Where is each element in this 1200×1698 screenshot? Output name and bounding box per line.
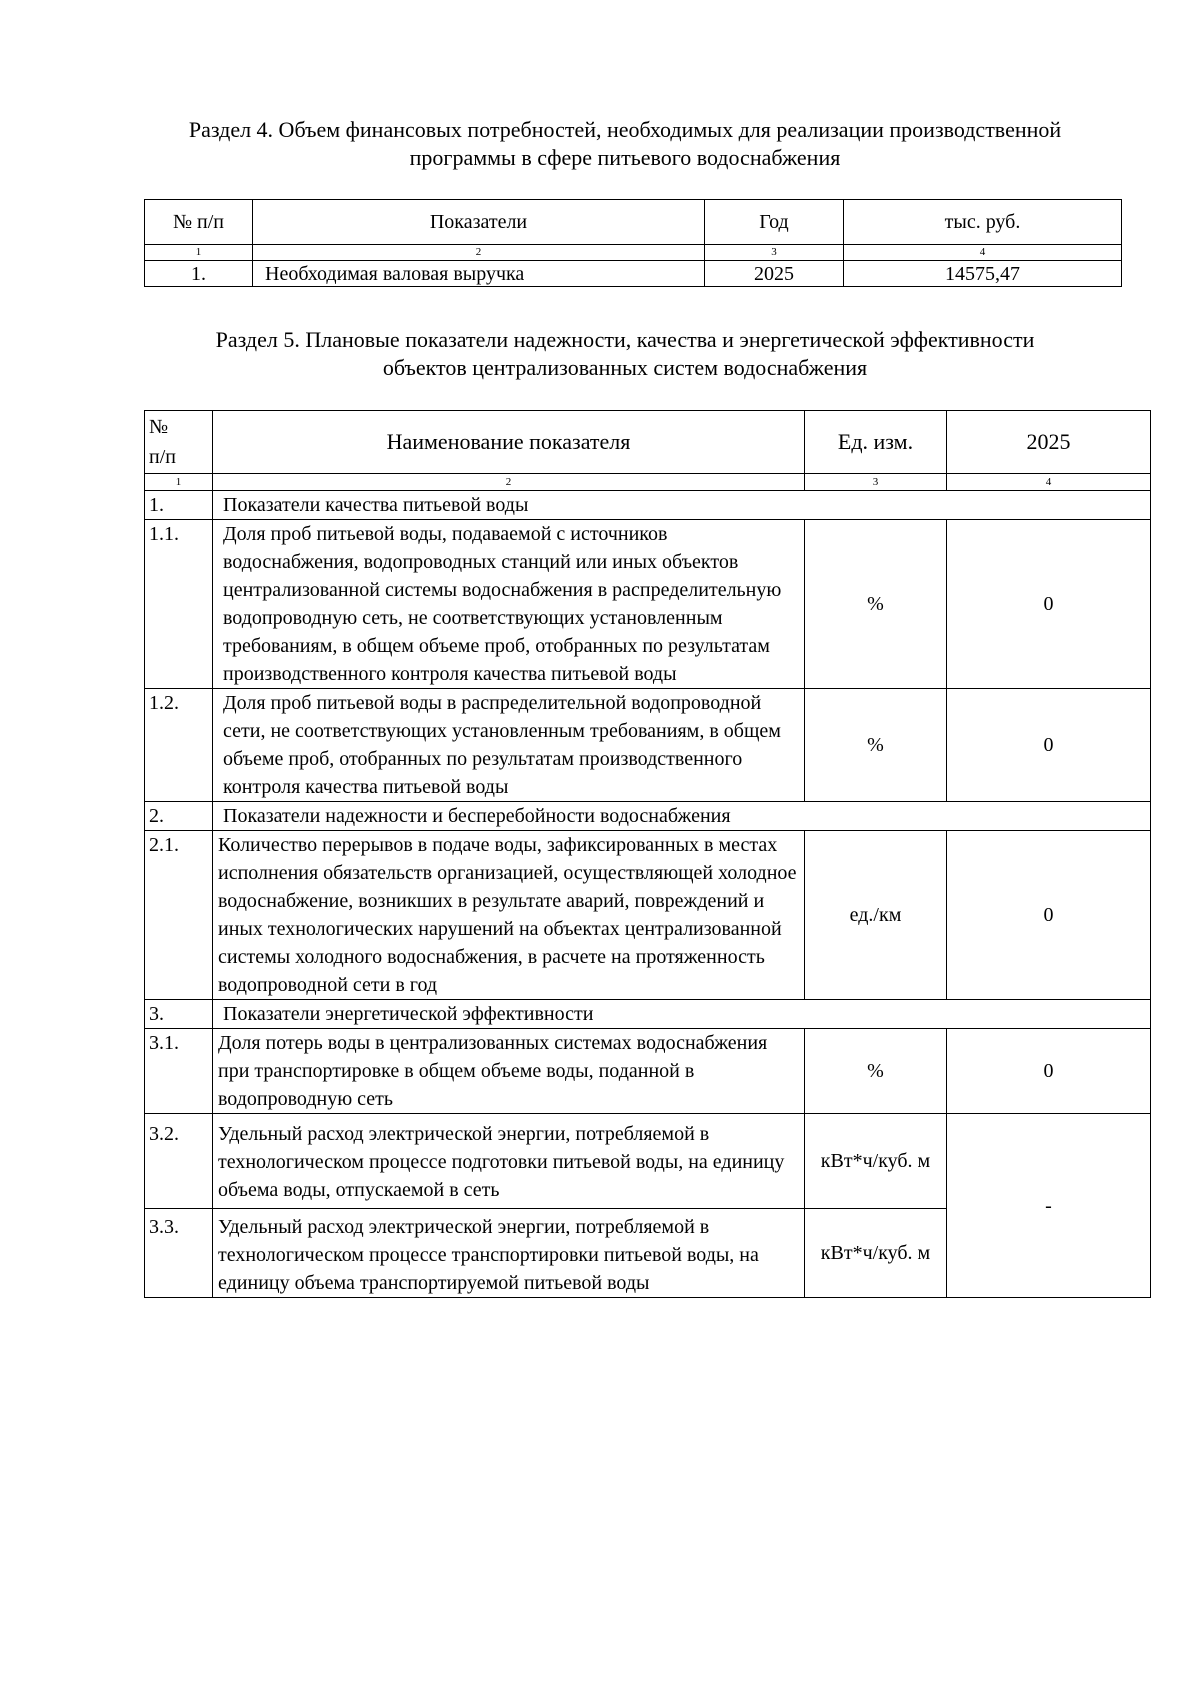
- indicator-value: 0: [947, 1029, 1151, 1114]
- section4-title-line2: программы в сфере питьевого водоснабжения: [409, 145, 841, 170]
- group-row: [145, 802, 1151, 831]
- indicator-unit: %: [805, 1029, 947, 1114]
- header-year: Год: [705, 200, 844, 245]
- section4-title: [130, 116, 1120, 172]
- header-no: № п/п: [145, 200, 253, 245]
- group-row: [145, 491, 1151, 520]
- header-name: Наименование показателя: [213, 411, 805, 474]
- group-title: Показатели энергетической эффективности: [213, 1000, 1151, 1029]
- indicator-text: Количество перерывов в подаче воды, зафиксированных в местах исполнения обязательств организацией, осуществляющей холодное водоснабжение, возникших в результате аварий, повреждений и иных технологических нарушений на объектах централизованной системы холодного водоснабжения, в расчете на протяженность водопроводной сети в год: [213, 831, 805, 1000]
- indicator-unit: %: [805, 689, 947, 802]
- col-number: 3: [705, 245, 844, 261]
- header-no-line1: №: [149, 416, 169, 438]
- indicator-text: Доля проб питьевой воды в распределительной водопроводной сети, не соответствующих установленным требованиям, в общем объеме проб, отобранных по результатам производственного контроля качества питьевой воды: [213, 689, 805, 802]
- indicator-unit: кВт*ч/куб. м: [805, 1209, 947, 1298]
- financial-needs-table: [144, 199, 1122, 287]
- header-indicator: Показатели: [253, 200, 705, 245]
- group-title: Показатели надежности и бесперебойности водоснабжения: [213, 802, 1151, 831]
- indicator-row: [145, 520, 1151, 689]
- col-number: 3: [805, 474, 947, 491]
- indicator-code: 2.1.: [145, 831, 213, 1000]
- indicator-text: Доля проб питьевой воды, подаваемой с источников водоснабжения, водопроводных станций или иных объектов централизованной системы водоснабжения в распределительную водопроводную сеть, не соответствующих установленным требованиям, в общем объеме проб, отобранных по результатам производственного контроля качества питьевой воды: [213, 520, 805, 689]
- column-number-row: [145, 474, 1151, 491]
- indicator-code: 1.1.: [145, 520, 213, 689]
- group-code: 2.: [145, 802, 213, 831]
- indicator-value: 0: [947, 520, 1151, 689]
- group-code: 3.: [145, 1000, 213, 1029]
- indicator-row: [145, 1029, 1151, 1114]
- indicator-unit: кВт*ч/куб. м: [805, 1114, 947, 1209]
- row-year: 2025: [705, 261, 844, 287]
- col-number: 2: [253, 245, 705, 261]
- indicator-unit: %: [805, 520, 947, 689]
- column-number-row: [145, 245, 1122, 261]
- header-year: 2025: [947, 411, 1151, 474]
- section5-title-line1: Раздел 5. Плановые показатели надежности, качества и энергетической эффективности: [215, 327, 1035, 352]
- row-name: Необходимая валовая выручка: [253, 261, 705, 287]
- indicator-row: [145, 831, 1151, 1000]
- section5-title-line2: объектов централизованных систем водоснабжения: [382, 355, 868, 380]
- indicator-text: Удельный расход электрической энергии, потребляемой в технологическом процессе транспортировки питьевой воды, на единицу объема транспортируемой питьевой воды: [213, 1209, 805, 1298]
- indicator-code: 1.2.: [145, 689, 213, 802]
- group-row: [145, 1000, 1151, 1029]
- table-header-row: [145, 200, 1122, 245]
- header-no-line2: п/п: [149, 446, 176, 468]
- col-number: 1: [145, 474, 213, 491]
- indicator-code: 3.1.: [145, 1029, 213, 1114]
- indicator-code: 3.2.: [145, 1114, 213, 1209]
- indicator-value: -: [947, 1114, 1151, 1298]
- indicator-unit: ед./км: [805, 831, 947, 1000]
- row-amount: 14575,47: [844, 261, 1122, 287]
- indicator-value: 0: [947, 689, 1151, 802]
- col-number: 4: [844, 245, 1122, 261]
- indicator-row: [145, 689, 1151, 802]
- indicators-table: [144, 410, 1151, 1298]
- indicator-value: 0: [947, 831, 1151, 1000]
- col-number: 1: [145, 245, 253, 261]
- indicator-row: [145, 1114, 1151, 1209]
- section5-title: [130, 326, 1120, 382]
- header-amount: тыс. руб.: [844, 200, 1122, 245]
- indicator-code: 3.3.: [145, 1209, 213, 1298]
- group-code: 1.: [145, 491, 213, 520]
- row-no: 1.: [145, 261, 253, 287]
- col-number: 4: [947, 474, 1151, 491]
- group-title: Показатели качества питьевой воды: [213, 491, 1151, 520]
- table-header-row: [145, 411, 1151, 474]
- section4-title-line1: Раздел 4. Объем финансовых потребностей, необходимых для реализации производственной: [188, 117, 1062, 142]
- header-unit: Ед. изм.: [805, 411, 947, 474]
- col-number: 2: [213, 474, 805, 491]
- indicator-text: Удельный расход электрической энергии, потребляемой в технологическом процессе подготовки питьевой воды, на единицу объема воды, отпускаемой в сеть: [213, 1114, 805, 1209]
- table-row: [145, 261, 1122, 287]
- indicator-text: Доля потерь воды в централизованных системах водоснабжения при транспортировке в общем объеме воды, поданной в водопроводную сеть: [213, 1029, 805, 1114]
- header-no: [145, 411, 213, 474]
